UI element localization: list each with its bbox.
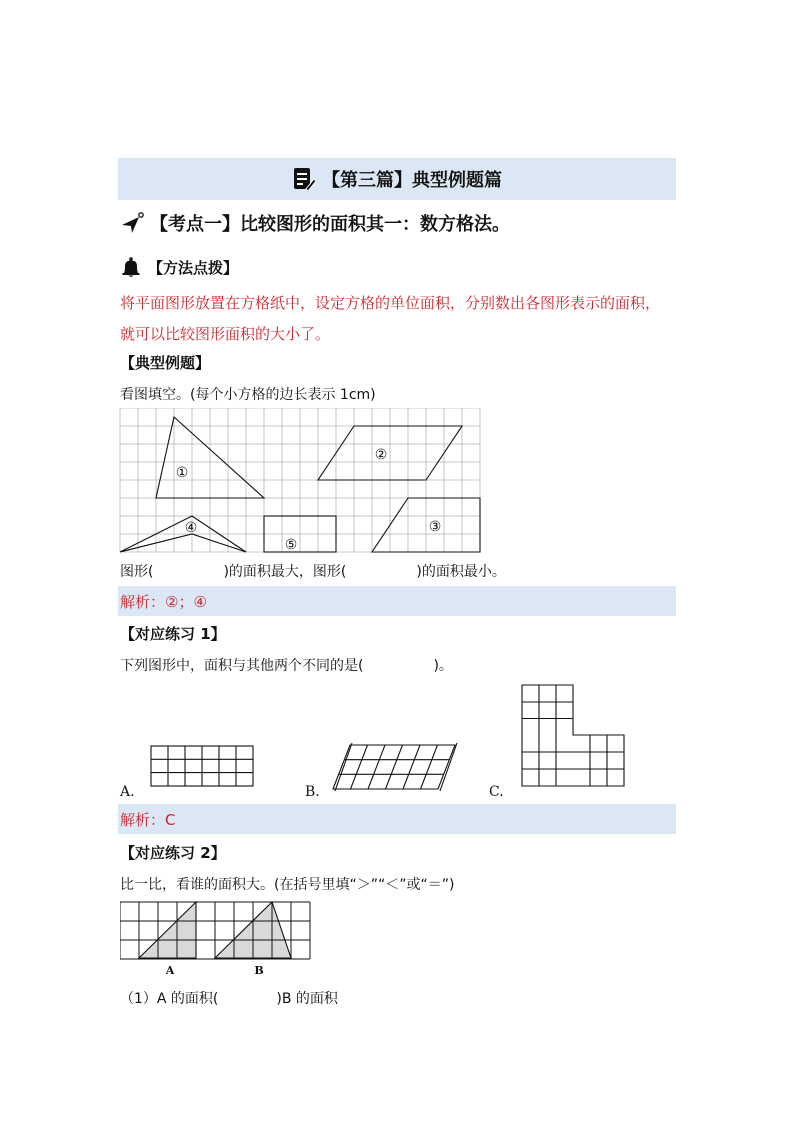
option-c-label: C. xyxy=(489,784,504,800)
banner-title: 【第三篇】典型例题篇 xyxy=(322,170,502,191)
practice1-question-part1: 下列图形中，面积与其他两个不同的是( xyxy=(120,658,364,674)
example-grid-figure xyxy=(118,408,482,554)
example-heading: 【典型例题】 xyxy=(120,354,211,372)
practice1-question xyxy=(120,655,453,675)
sub1-part2: )B 的面积 xyxy=(276,991,338,1007)
shape-label-2: ② xyxy=(374,447,388,463)
method-heading xyxy=(120,256,238,278)
example-analysis: 解析：②；④ xyxy=(120,592,207,611)
bell-icon xyxy=(120,256,142,278)
example-fill-line xyxy=(120,561,506,581)
practice1-analysis-bar xyxy=(118,804,676,834)
option-a-label: A. xyxy=(120,784,135,800)
kaodian-title: 【考点一】比较图形的面积其一：数方格法。 xyxy=(150,214,510,235)
method-text-line2: 就可以比较图形面积的大小了。 xyxy=(120,325,331,343)
kaodian-heading xyxy=(120,210,510,236)
option-c-grid xyxy=(521,684,627,788)
method-text-line1: 将平面图形放置在方格纸中，设定方格的单位面积，分别数出各图形表示的面积， xyxy=(120,294,661,312)
section-banner xyxy=(118,158,676,200)
practice2-heading: 【对应练习 2】 xyxy=(120,844,226,862)
practice1-analysis: 解析：C xyxy=(120,810,176,829)
practice1-question-part2: )。 xyxy=(433,658,453,674)
label-b: B xyxy=(254,964,264,977)
practice2-question: 比一比，看谁的面积大。(在括号里填“＞”“＜”或“＝”) xyxy=(120,877,455,893)
example-analysis-bar xyxy=(118,586,676,616)
fill-part1: 图形( xyxy=(120,564,154,580)
shape-label-5: ⑤ xyxy=(284,537,298,553)
practice2-sub1 xyxy=(120,988,338,1008)
sub1-part1: （1）A 的面积( xyxy=(120,991,219,1007)
option-b-grid xyxy=(330,742,460,792)
shape-label-1: ① xyxy=(175,465,189,481)
practice1-heading: 【对应练习 1】 xyxy=(120,625,226,643)
note-edit-icon xyxy=(292,167,316,191)
option-a-grid xyxy=(150,745,254,787)
practice2-grid-figure xyxy=(120,901,314,979)
arrow-pointer-icon xyxy=(120,211,144,235)
fill-part2: )的面积最大，图形( xyxy=(223,564,347,580)
example-question: 看图填空。(每个小方格的边长表示 1cm) xyxy=(120,387,376,403)
method-title: 【方法点拨】 xyxy=(148,258,239,277)
fill-part3: )的面积最小。 xyxy=(416,564,506,580)
method-text xyxy=(120,288,680,350)
label-a: A xyxy=(165,964,175,977)
option-b-label: B. xyxy=(305,784,320,800)
shape-label-4: ④ xyxy=(184,520,198,536)
shape-label-3: ③ xyxy=(428,519,442,535)
